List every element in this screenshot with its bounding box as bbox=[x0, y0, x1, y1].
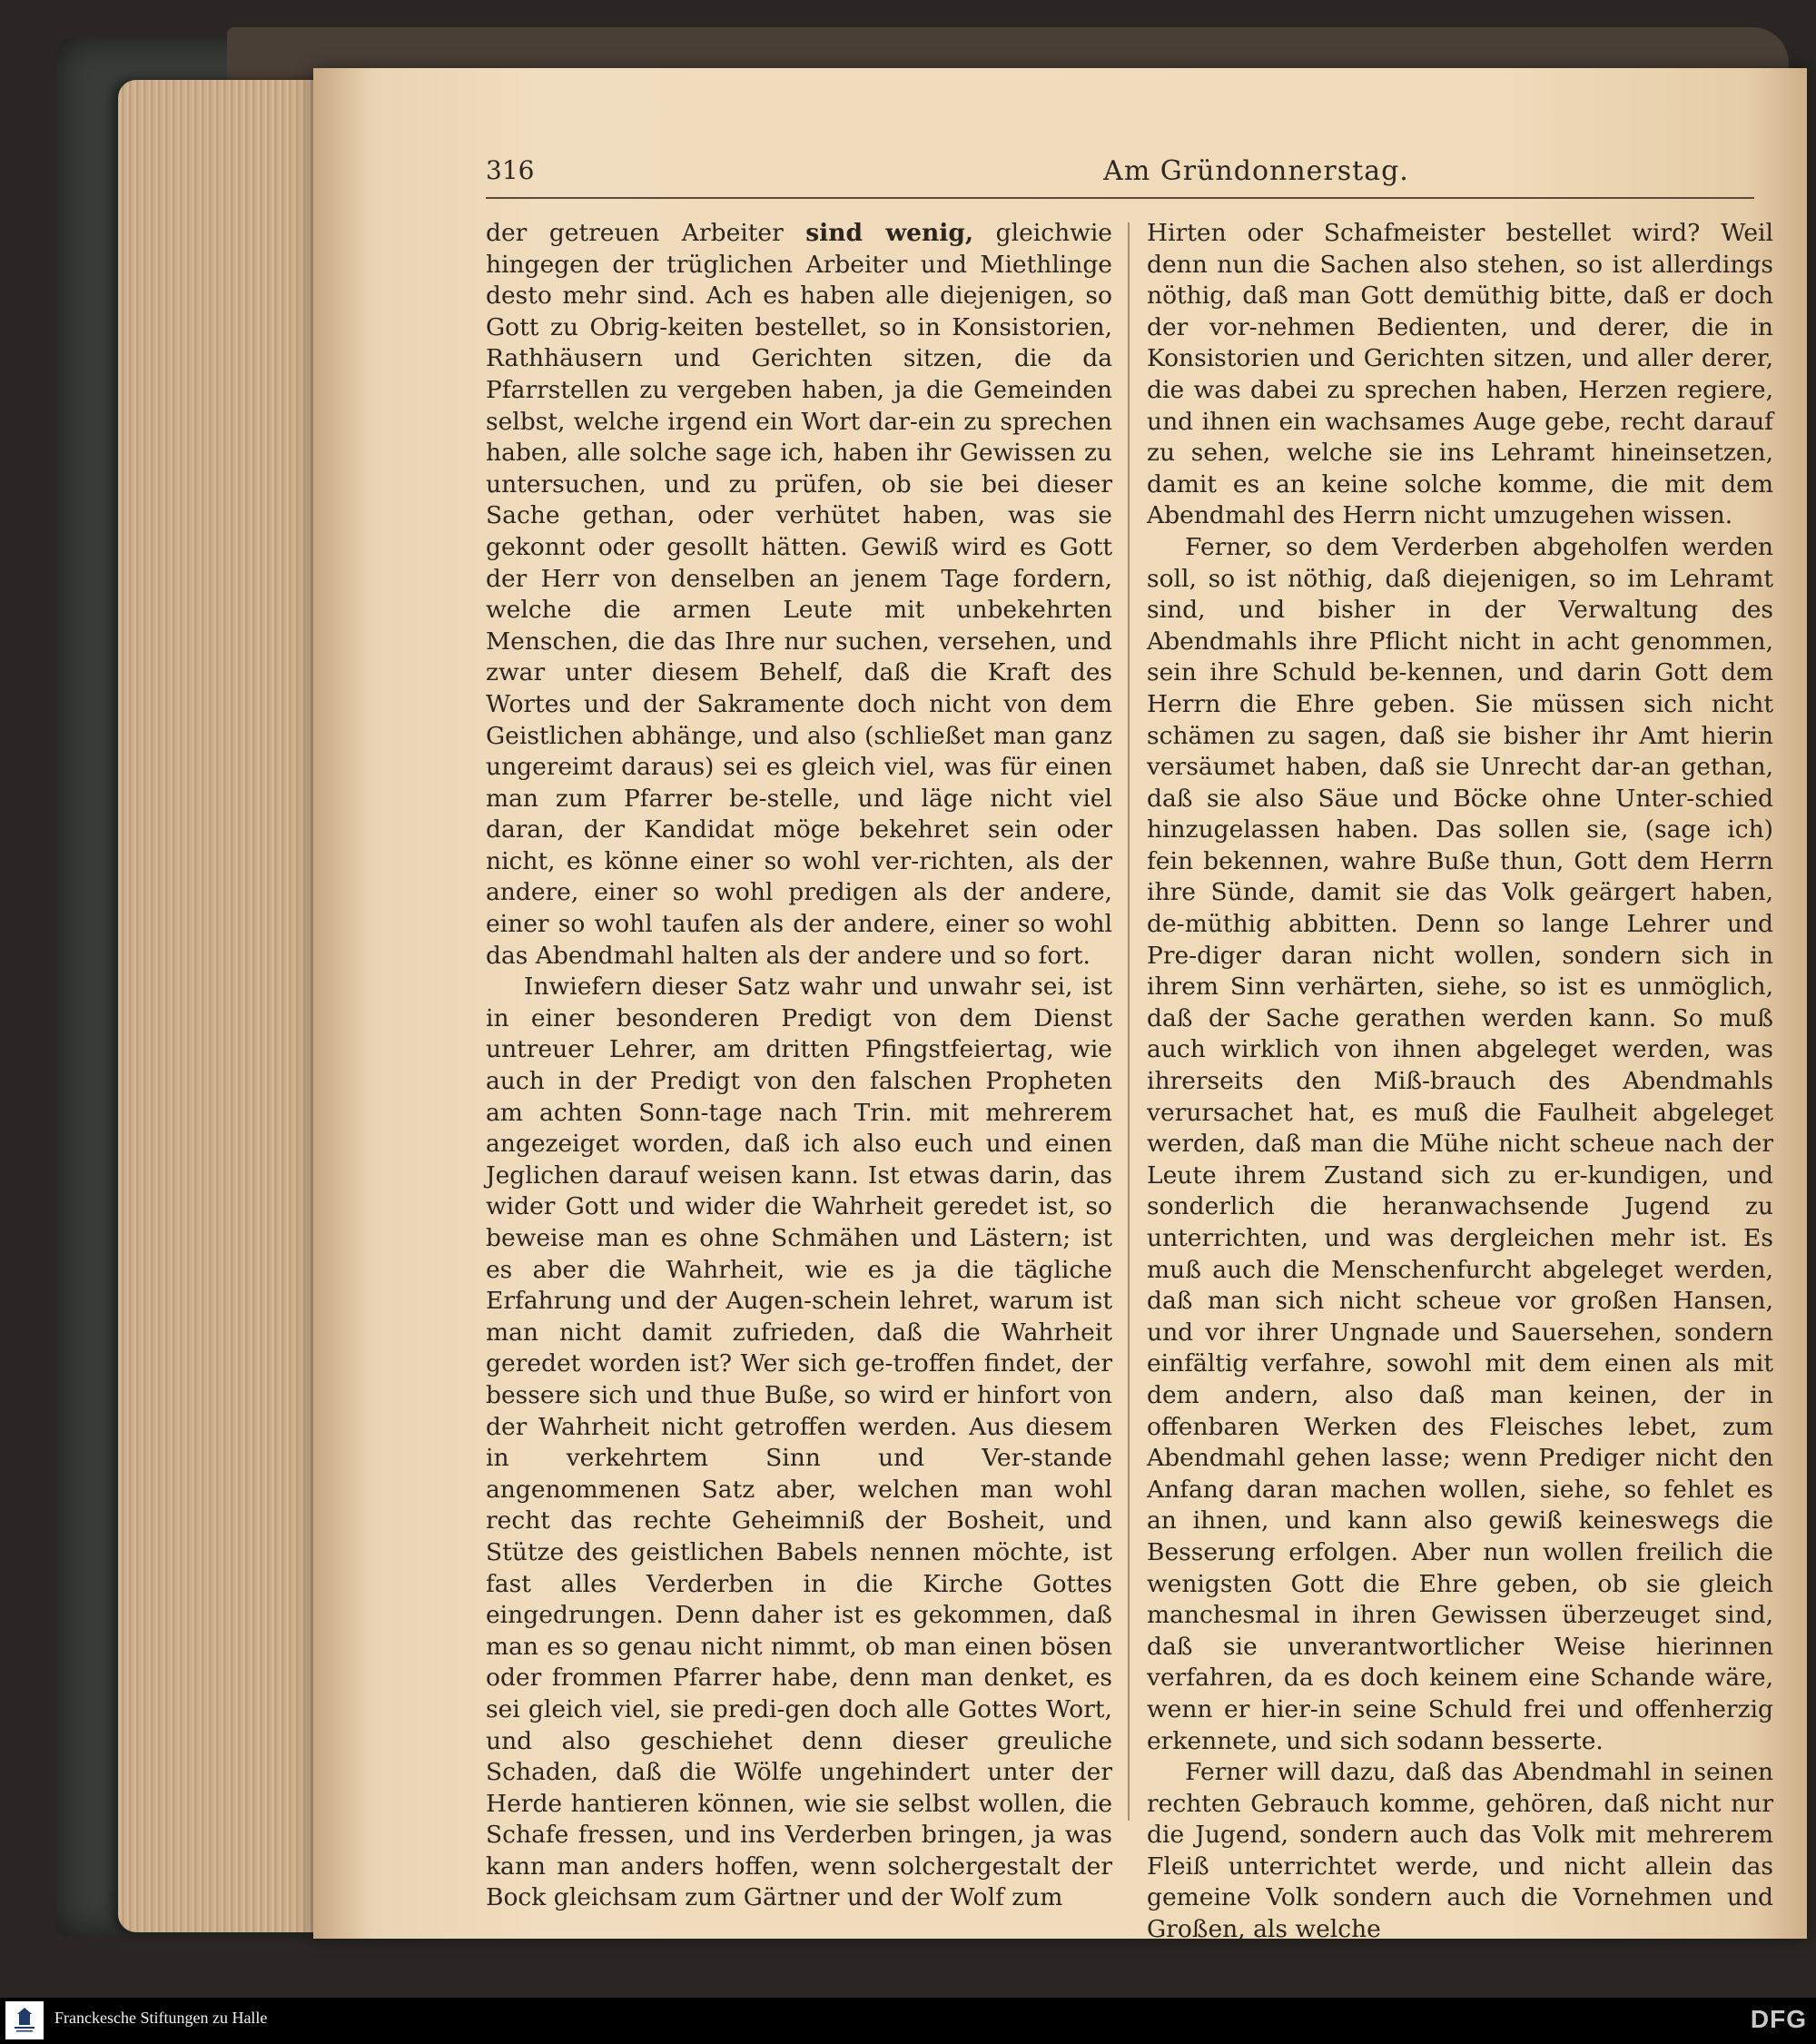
dfg-logo[interactable]: DFG bbox=[1750, 2005, 1807, 2033]
left-column bbox=[486, 218, 1112, 1912]
left-paragraph-1 bbox=[486, 218, 1112, 972]
right-column bbox=[1147, 218, 1773, 1944]
page-number: 316 bbox=[486, 155, 535, 185]
book-page bbox=[313, 68, 1807, 1944]
page-header bbox=[486, 152, 1754, 199]
column-divider bbox=[1128, 222, 1130, 1821]
text-run: gleichwie hingegen der trüglichen Arbeiter und Miethlinge desto mehr sind. Ach es haben alle diejenigen, so Gott zu Obrig‑keiten bestellet, so in Konsistorien, Rathhäusern und Gerichten sitzen, die da Pfarrstellen zu vergeben haben, ja die Gemeinden selbst, welche irgend ein Wort dar‑ein zu sprechen haben, alle solche sage ich, haben ihr Gewissen zu untersuchen, und zu prüfen, ob sie bei dieser Sache gethan, oder verhütet haben, was sie gekonnt oder gesollt hätten. Gewiß wird es Gott der Herr von denselben an jenem Tage fordern, welche die armen Leute mit unbekehrten Menschen, die das Ihre nur suchen, versehen, und zwar unter diesem Behelf, daß die Kraft des Wortes und der Sakramente doch nicht von dem Geistlichen abhänge, und also (schließet man ganz ungereimt daraus) sei es gleich viel, was für einen man zum Pfarrer be‑stelle, und läge nicht viel daran, der Kandidat möge bekehret sein oder nicht, es könne einer so wohl ver‑richten, als der andere, einer so wohl predigen als der andere, einer so wohl taufen als der andere, einer so wohl das Abendmahl halten als der andere und so fort. bbox=[486, 219, 1112, 970]
right-paragraph-3: Ferner will dazu, daß das Abendmahl in seinen rechten Gebrauch komme, gehören, daß nicht nur die Jugend, sondern auch das Volk mit mehrerem Fleiß unterrichtet werde, und nicht allein das gemeine Volk sondern auch die Vornehmen und Großen, als welche bbox=[1147, 1758, 1773, 1944]
bold-phrase: sind wenig, bbox=[805, 219, 974, 247]
left-paragraph-2: Inwiefern dieser Satz wahr und unwahr sei, ist in einer besonderen Predigt von dem Dienst untreuer Lehrer, am dritten Pfingstfeiertag, wie auch in der Predigt von den falschen Propheten am achten Sonn‑tage nach Trin. mit mehrerem angezeiget worden, daß ich also euch und einen Jeglichen darauf weisen kann. Ist etwas darin, das wider Gott und wider die Wahrheit geredet ist, so beweise man es ohne Schmähen und Lästern; ist es aber die Wahrheit, wie es ja die tägliche Erfahrung und der Augen‑schein lehret, warum ist man nicht damit zufrieden, daß die Wahrheit geredet worden ist? Wer sich ge‑troffen findet, der bessere sich und thue Buße, so wird er hinfort von der Wahrheit nicht getroffen werden. Aus diesem in verkehrtem Sinn und Ver‑stande angenommenen Satz aber, welchen man wohl recht das rechte Geheimniß der Bosheit, und Stütze des geistlichen Babels nennen möchte, ist fast alles Verderben in die Kirche Gottes eingedrungen. Denn daher ist es gekommen, daß man es so genau nicht nimmt, ob man einen bösen oder frommen Pfarrer habe, denn man denket, es sei gleich viel, sie predi‑gen doch alle Gottes Wort, und also geschiehet denn dieser greuliche Schaden, daß die Wölfe ungehindert unter der Herde hantieren können, wie sie selbst wollen, die Schafe fressen, und ins Verderben bringen, ja was kann man anders hoffen, wenn solchergestalt der Bock gleichsam zum Gärtner und der Wolf zum bbox=[486, 973, 1112, 1912]
footer-bar bbox=[0, 1998, 1816, 2044]
institution-link[interactable]: Franckesche Stiftungen zu Halle bbox=[54, 2009, 268, 2027]
institution-logo[interactable] bbox=[5, 2001, 44, 2039]
text-run: der getreuen Arbeiter bbox=[486, 219, 806, 247]
right-paragraph-2: Ferner, so dem Verderben abgeholfen werden soll, so ist nöthig, daß diejenigen, so im Lehramt sind, und bisher in der Verwaltung des Abendmahls ihre Pflicht nicht in acht genommen, sein ihre Schuld be‑kennen, und darin Gott dem Herrn die Ehre geben. Sie müssen sich nicht schämen zu sagen, daß sie bisher ihr Amt hierin versäumet haben, daß sie Unrecht dar‑an gethan, daß sie also Säue und Böcke ohne Unter‑schied hinzugelassen haben. Das sollen sie, (sage ich) fein bekennen, wahre Buße thun, Gott dem Herrn ihre Sünde, damit sie das Volk geärgert haben, de‑müthig abbitten. Denn so lange Lehrer und Pre‑diger daran nicht wollen, sondern sich in ihrem Sinn verhärten, siehe, so ist es unmöglich, daß der Sache gerathen werden kann. So muß auch wirklich von ihnen abgeleget werden, was ihrerseits den Miß‑brauch des Abendmahls verursachet hat, es muß die Faulheit abgeleget werden, daß man die Mühe nicht scheue nach der Leute ihrem Zustand sich zu er‑kundigen, und sonderlich die heranwachsende Jugend zu unterrichten, und was dergleichen mehr ist. Es muß auch die Menschenfurcht abgeleget werden, daß man sich nicht scheue vor großen Hansen, und vor ihrer Ungnade und Sauersehen, sondern einfältig verfahre, sowohl mit dem einen als mit dem andern, also daß man keinen, der in offenbaren Werken des Fleisches lebet, zum Abendmahl gehen lasse; wenn Prediger nicht den Anfang daran machen wollen, siehe, so fehlet es an ihnen, und kann also gewiß keineswegs die Besserung erfolgen. Aber nun wollen freilich die wenigsten Gott die Ehre geben, ob sie gleich manchesmal in ihren Gewissen überzeuget sind, daß sie unverantwortlicher Weise hierinnen verfahren, da es doch keinem eine Schande wäre, wenn er hier‑in seine Schuld frei und offenherzig erkennete, und sich sodann besserte. bbox=[1147, 532, 1773, 1755]
right-paragraph-1: Hirten oder Schafmeister bestellet wird? Weil denn nun die Sachen also stehen, so ist allerdings nöthig, daß man Gott demüthig bitte, daß er doch der vor‑nehmen Bedienten, und derer, die in Konsistorien und Gerichten sitzen, und aller derer, die was dabei zu sprechen haben, Herzen regiere, und ihnen ein wachsames Auge gebe, recht darauf zu sehen, welche sie ins Lehramt hineinsetzen, damit es an keine solche komme, die mit dem Abendmahl des Herrn nicht umzugehen wissen. bbox=[1147, 219, 1773, 530]
franckesche-logo-icon bbox=[11, 2007, 38, 2034]
running-title: Am Gründonnerstag. bbox=[1103, 155, 1409, 187]
page-edges bbox=[118, 80, 327, 1932]
